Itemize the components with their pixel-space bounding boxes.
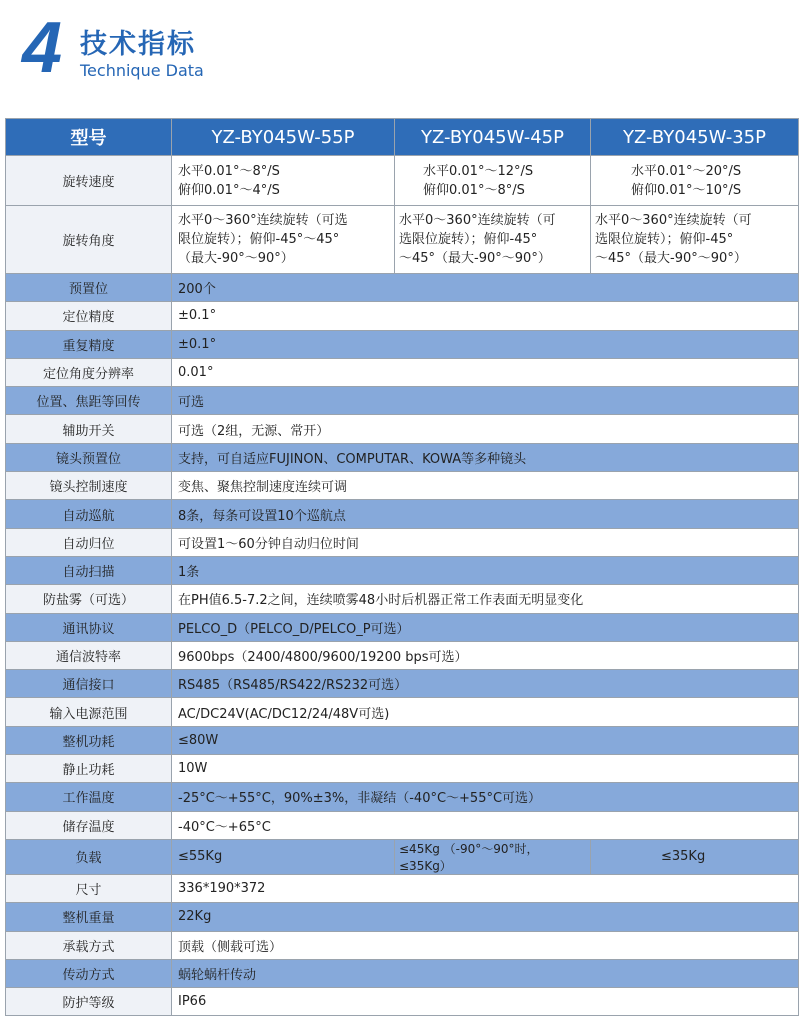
spec-label: 定位精度 (6, 302, 172, 330)
spec-value: ≤35Kg (591, 839, 799, 874)
spec-label: 静止功耗 (6, 755, 172, 783)
cell-line: 水平0.01°～12°/S (423, 163, 534, 179)
spec-value: -25°C～+55°C，90%±3%，非凝结（-40°C～+55°C可选） (172, 783, 799, 811)
table-row (6, 585, 799, 613)
spec-value: 200个 (172, 274, 799, 302)
spec-label: 通信波特率 (6, 641, 172, 669)
spec-label: 工作温度 (6, 783, 172, 811)
spec-label: 储存温度 (6, 811, 172, 839)
spec-value: 0.01° (172, 358, 799, 386)
cell-line: （最大-90°～90°） (178, 251, 294, 266)
table-row (6, 874, 799, 902)
spec-value: -40°C～+65°C (172, 811, 799, 839)
spec-value: 10W (172, 755, 799, 783)
table-row (6, 119, 799, 156)
spec-label: 镜头控制速度 (6, 472, 172, 500)
spec-value: 可选 (172, 387, 799, 415)
table-row (6, 931, 799, 959)
table-row (6, 811, 799, 839)
spec-label: 重复精度 (6, 330, 172, 358)
section-header (0, 0, 800, 110)
spec-label: 预置位 (6, 274, 172, 302)
table-row (6, 415, 799, 443)
table-row (6, 500, 799, 528)
spec-label: 通讯协议 (6, 613, 172, 641)
cell-line: 选限位旋转）；俯仰-45° (399, 232, 538, 247)
table-row (6, 613, 799, 641)
spec-label: 镜头预置位 (6, 443, 172, 471)
cell-line: 水平0～360°连续旋转（可 (595, 213, 752, 228)
section-title: 技术指标 (80, 29, 196, 60)
table-row (6, 988, 799, 1016)
cell-line: 选限位旋转）；俯仰-45° (595, 232, 734, 247)
cell-line: 水平0～360°连续旋转（可选 (178, 213, 348, 228)
table-row (6, 443, 799, 471)
cell-line: 俯仰0.01°～8°/S (423, 182, 525, 198)
spec-label: 承载方式 (6, 931, 172, 959)
spec-value: IP66 (172, 988, 799, 1016)
model-name-header: YZ-BY045W-35P (591, 119, 799, 156)
spec-label: 防护等级 (6, 988, 172, 1016)
spec-value: 1条 (172, 556, 799, 584)
spec-label: 位置、焦距等回传 (6, 387, 172, 415)
model-name-header: YZ-BY045W-45P (395, 119, 591, 156)
spec-label: 自动扫描 (6, 556, 172, 584)
cell-line: ～45°（最大-90°～90°） (595, 251, 747, 266)
table-row (6, 641, 799, 669)
table-row (6, 330, 799, 358)
spec-value: 可设置1～60分钟自动归位时间 (172, 528, 799, 556)
model-label-header: 型号 (6, 119, 172, 156)
table-row (6, 959, 799, 987)
spec-value (395, 206, 591, 274)
table-row (6, 556, 799, 584)
table-row (6, 755, 799, 783)
table-row (6, 670, 799, 698)
spec-value: PELCO_D（PELCO_D/PELCO_P可选） (172, 613, 799, 641)
spec-value: ≤45Kg （-90°～90°时，≤35Kg） (395, 839, 591, 874)
spec-label: 负载 (6, 839, 172, 874)
spec-value: ≤80W (172, 726, 799, 754)
spec-label: 防盐雾（可选） (6, 585, 172, 613)
spec-value: 蜗轮蜗杆传动 (172, 959, 799, 987)
spec-value: 336*190*372 (172, 874, 799, 902)
model-name-header: YZ-BY045W-55P (172, 119, 395, 156)
cell-line: 限位旋转）；俯仰-45°～45° (178, 232, 340, 247)
spec-value: 变焦、聚焦控制速度连续可调 (172, 472, 799, 500)
section-number: 4 (22, 8, 63, 88)
table-row (6, 726, 799, 754)
cell-line: 水平0.01°～8°/S (178, 163, 280, 179)
table-row (6, 156, 799, 206)
table-row (6, 274, 799, 302)
spec-value: ±0.1° (172, 302, 799, 330)
spec-table (5, 118, 799, 1016)
spec-label: 旋转角度 (6, 206, 172, 274)
spec-label: 定位角度分辨率 (6, 358, 172, 386)
spec-value (172, 156, 395, 206)
table-row (6, 839, 799, 874)
spec-value: 22Kg (172, 903, 799, 931)
spec-value: 9600bps（2400/4800/9600/19200 bps可选） (172, 641, 799, 669)
table-row (6, 698, 799, 726)
spec-value (172, 206, 395, 274)
spec-value: RS485（RS485/RS422/RS232可选） (172, 670, 799, 698)
table-row (6, 387, 799, 415)
spec-value: 支持，可自适应FUJINON、COMPUTAR、KOWA等多种镜头 (172, 443, 799, 471)
spec-value: 顶载（侧载可选） (172, 931, 799, 959)
cell-line: ～45°（最大-90°～90°） (399, 251, 551, 266)
spec-value: 在PH值6.5-7.2之间，连续喷雾48小时后机器正常工作表面无明显变化 (172, 585, 799, 613)
cell-line: 水平0～360°连续旋转（可 (399, 213, 556, 228)
spec-label: 整机功耗 (6, 726, 172, 754)
spec-value (591, 206, 799, 274)
section-subtitle: Technique Data (80, 61, 204, 80)
table-row (6, 302, 799, 330)
spec-value (395, 156, 591, 206)
table-row (6, 358, 799, 386)
spec-value: ≤55Kg (172, 839, 395, 874)
spec-label: 自动归位 (6, 528, 172, 556)
spec-label: 辅助开关 (6, 415, 172, 443)
table-row (6, 472, 799, 500)
table-row (6, 206, 799, 274)
spec-label: 自动巡航 (6, 500, 172, 528)
spec-label: 旋转速度 (6, 156, 172, 206)
spec-label: 通信接口 (6, 670, 172, 698)
table-row (6, 528, 799, 556)
spec-label: 传动方式 (6, 959, 172, 987)
table-row (6, 783, 799, 811)
cell-line: 水平0.01°～20°/S (631, 163, 742, 179)
spec-value: 8条，每条可设置10个巡航点 (172, 500, 799, 528)
spec-value: 可选（2组，无源、常开） (172, 415, 799, 443)
spec-label: 尺寸 (6, 874, 172, 902)
spec-label: 输入电源范围 (6, 698, 172, 726)
spec-value: ±0.1° (172, 330, 799, 358)
spec-value: AC/DC24V(AC/DC12/24/48V可选) (172, 698, 799, 726)
spec-value (591, 156, 799, 206)
table-row (6, 903, 799, 931)
cell-line: 俯仰0.01°～10°/S (631, 182, 742, 198)
cell-line: 俯仰0.01°～4°/S (178, 182, 280, 198)
spec-label: 整机重量 (6, 903, 172, 931)
